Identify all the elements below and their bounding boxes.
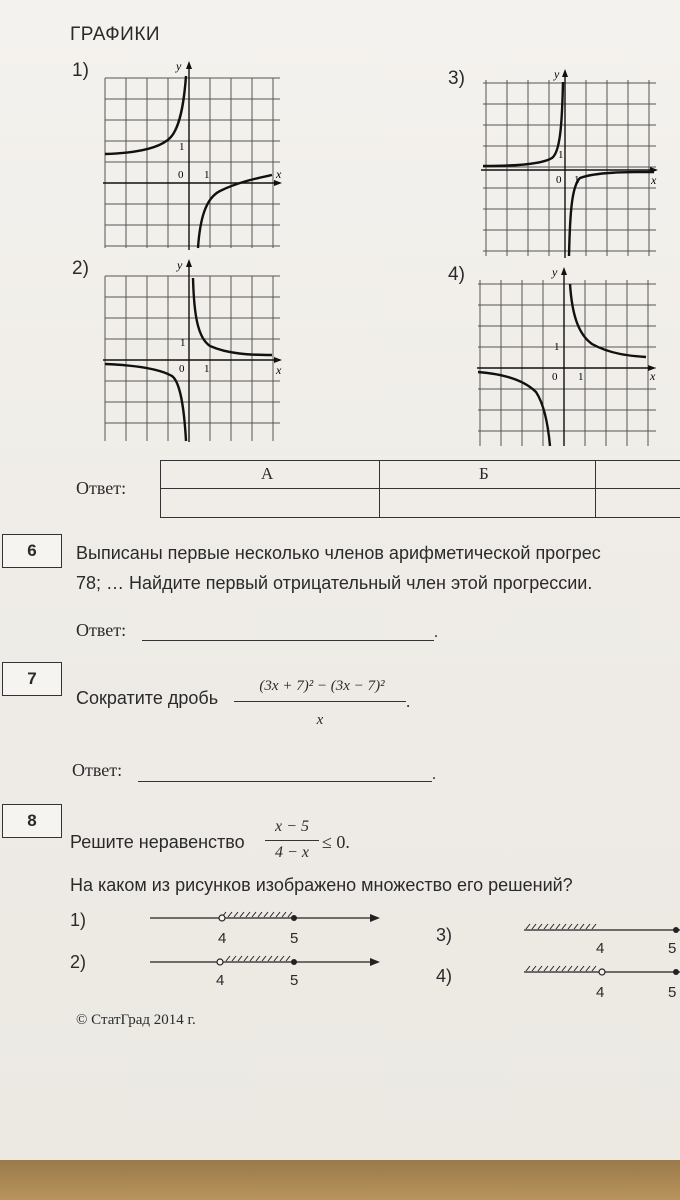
- task-8-relation: ≤ 0.: [322, 832, 350, 852]
- task-8-option-2-closed-point-5: [291, 959, 297, 965]
- graph-3-curve-right: [569, 172, 654, 256]
- graph-4-x-label: x: [650, 369, 656, 383]
- task-8-option-1-open-point-4: [219, 915, 225, 921]
- graph-3-origin: 0: [556, 174, 562, 186]
- answer-cell-a[interactable]: [165, 491, 375, 513]
- graph-4-curve-left: [478, 372, 550, 446]
- graph-3-label: 3): [448, 68, 465, 89]
- answer-table: [160, 460, 680, 518]
- task-8-option-3-point-5: [673, 927, 679, 933]
- graph-1: [100, 58, 285, 253]
- task-8-option-2-open-point-4: [217, 959, 223, 965]
- graph-4-tick-one: 1: [554, 341, 560, 353]
- task-8-option-4-numberline[interactable]: [524, 960, 680, 984]
- task-6-answer-label: Ответ:: [76, 620, 127, 640]
- task-8-option-2-numberline[interactable]: [150, 950, 390, 974]
- graph-1-curve-right: [198, 175, 272, 248]
- graph-2-x-one: 1: [204, 363, 210, 375]
- task-8-fraction-bar: [265, 840, 319, 841]
- task-6-number: 6: [2, 534, 62, 568]
- answer-header-a: А: [261, 464, 274, 483]
- task-8-option-1-label: 1): [70, 910, 87, 930]
- graph-1-x-label: x: [276, 167, 282, 181]
- task-8-option-4-hatch: [526, 966, 596, 971]
- graph-2-x-label: x: [276, 363, 282, 377]
- graph-3-y-label: y: [554, 67, 560, 81]
- graph-4-origin: 0: [552, 371, 558, 383]
- section-title: ГРАФИКИ: [70, 24, 161, 45]
- answer-header-b: Б: [479, 464, 489, 483]
- graph-2-origin: 0: [179, 363, 185, 375]
- task-7-numerator: (3x + 7)² − (3x − 7)²: [259, 678, 385, 694]
- answer-col-divider-2: [595, 461, 596, 517]
- answer-col-divider-1: [379, 461, 380, 517]
- task-6-text-line-2: 78; … Найдите первый отрицательный член этой прогрессии.: [76, 573, 593, 593]
- graph-3-tick-one: 1: [558, 149, 564, 161]
- graph-3-x-one: 1: [574, 174, 580, 186]
- task-8-prompt: Решите неравенство: [70, 832, 245, 852]
- task-6-answer-end: .: [434, 624, 438, 641]
- task-8-option-4-tick-4: 4: [596, 984, 605, 1001]
- copyright-text: © СтатГрад 2014 г.: [76, 1012, 196, 1028]
- task-8-option-1-numberline[interactable]: [150, 906, 390, 930]
- task-7-number: 7: [2, 662, 62, 696]
- task-7-answer-end: .: [432, 766, 436, 783]
- graph-4-curve-right: [570, 284, 646, 357]
- graph-1-curve-left: [105, 76, 186, 154]
- answer-table-header-row: [161, 461, 680, 489]
- graph-2-y-arrow: [186, 259, 192, 267]
- task-6-text-line-1: Выписаны первые несколько членов арифметической прогрес: [76, 543, 601, 563]
- graph-2: [100, 256, 285, 446]
- graph-2-y-label: y: [177, 258, 183, 272]
- task-8-option-1-tick-4: 4: [218, 930, 227, 947]
- graph-1-y-arrow: [186, 61, 192, 69]
- task-8-option-2-tick-4: 4: [216, 972, 225, 989]
- task-8-option-1-hatch: [222, 912, 292, 917]
- task-8-option-2-tick-5: 5: [290, 972, 299, 989]
- task-8-option-4-tick-5: 5: [668, 984, 677, 1001]
- graph-1-x-one: 1: [204, 169, 210, 181]
- task-8-number: 8: [2, 804, 62, 838]
- graph-1-grid: [105, 78, 280, 248]
- graph-3: [478, 66, 668, 261]
- graph-4-label: 4): [448, 264, 465, 285]
- graph-2-curve-right: [193, 278, 272, 355]
- task-8-option-1-closed-point-5: [291, 915, 297, 921]
- graph-1-origin: 0: [178, 169, 184, 181]
- task-8-denominator: 4 − x: [275, 844, 309, 861]
- graph-4-grid: [478, 280, 656, 446]
- task-7-fraction-bar: [234, 701, 406, 702]
- answer-label: Ответ:: [76, 478, 127, 498]
- task-7-tail: .: [406, 692, 411, 711]
- graph-4-x-one: 1: [578, 371, 584, 383]
- task-8-option-4-open-point-4: [599, 969, 605, 975]
- task-8-option-3-numberline[interactable]: [524, 918, 680, 942]
- task-8-option-4-point-5: [673, 969, 679, 975]
- task-7-answer-field[interactable]: [138, 781, 432, 782]
- task-6-answer-field[interactable]: [142, 640, 434, 641]
- graph-4-y-arrow: [561, 267, 567, 275]
- task-8-option-1-tick-5: 5: [290, 930, 299, 947]
- graph-2-tick-one: 1: [180, 337, 186, 349]
- task-8-question: На каком из рисунков изображено множество его решений?: [70, 875, 573, 895]
- task-7-denominator: x: [316, 712, 324, 728]
- task-8-option-4-label: 4): [436, 966, 453, 986]
- graph-1-label: 1): [72, 60, 89, 81]
- task-7-answer-label: Ответ:: [72, 760, 123, 780]
- task-8-numerator: x − 5: [275, 818, 309, 835]
- task-8-option-3-label: 3): [436, 925, 453, 945]
- task-8-option-3-tick-4: 4: [596, 940, 605, 957]
- graph-3-y-arrow: [562, 69, 568, 77]
- task-8-option-2-label: 2): [70, 952, 87, 972]
- task-8-option-3-hatch: [526, 924, 596, 929]
- task-8-option-3-tick-5: 5: [668, 940, 677, 957]
- graph-1-y-label: y: [176, 59, 182, 73]
- graph-3-x-label: x: [651, 173, 657, 187]
- graph-1-tick-one: 1: [179, 141, 185, 153]
- graph-4-y-label: y: [552, 265, 558, 279]
- task-8-option-2-hatch: [226, 956, 290, 961]
- graph-3-curve-left: [483, 82, 563, 166]
- task-7-prompt: Сократите дробь: [76, 688, 219, 708]
- answer-cell-b[interactable]: [383, 491, 591, 513]
- graph-2-label: 2): [72, 258, 89, 279]
- desk-surface: [0, 1160, 680, 1200]
- graph-4: [474, 264, 669, 449]
- graph-2-grid: [105, 276, 280, 441]
